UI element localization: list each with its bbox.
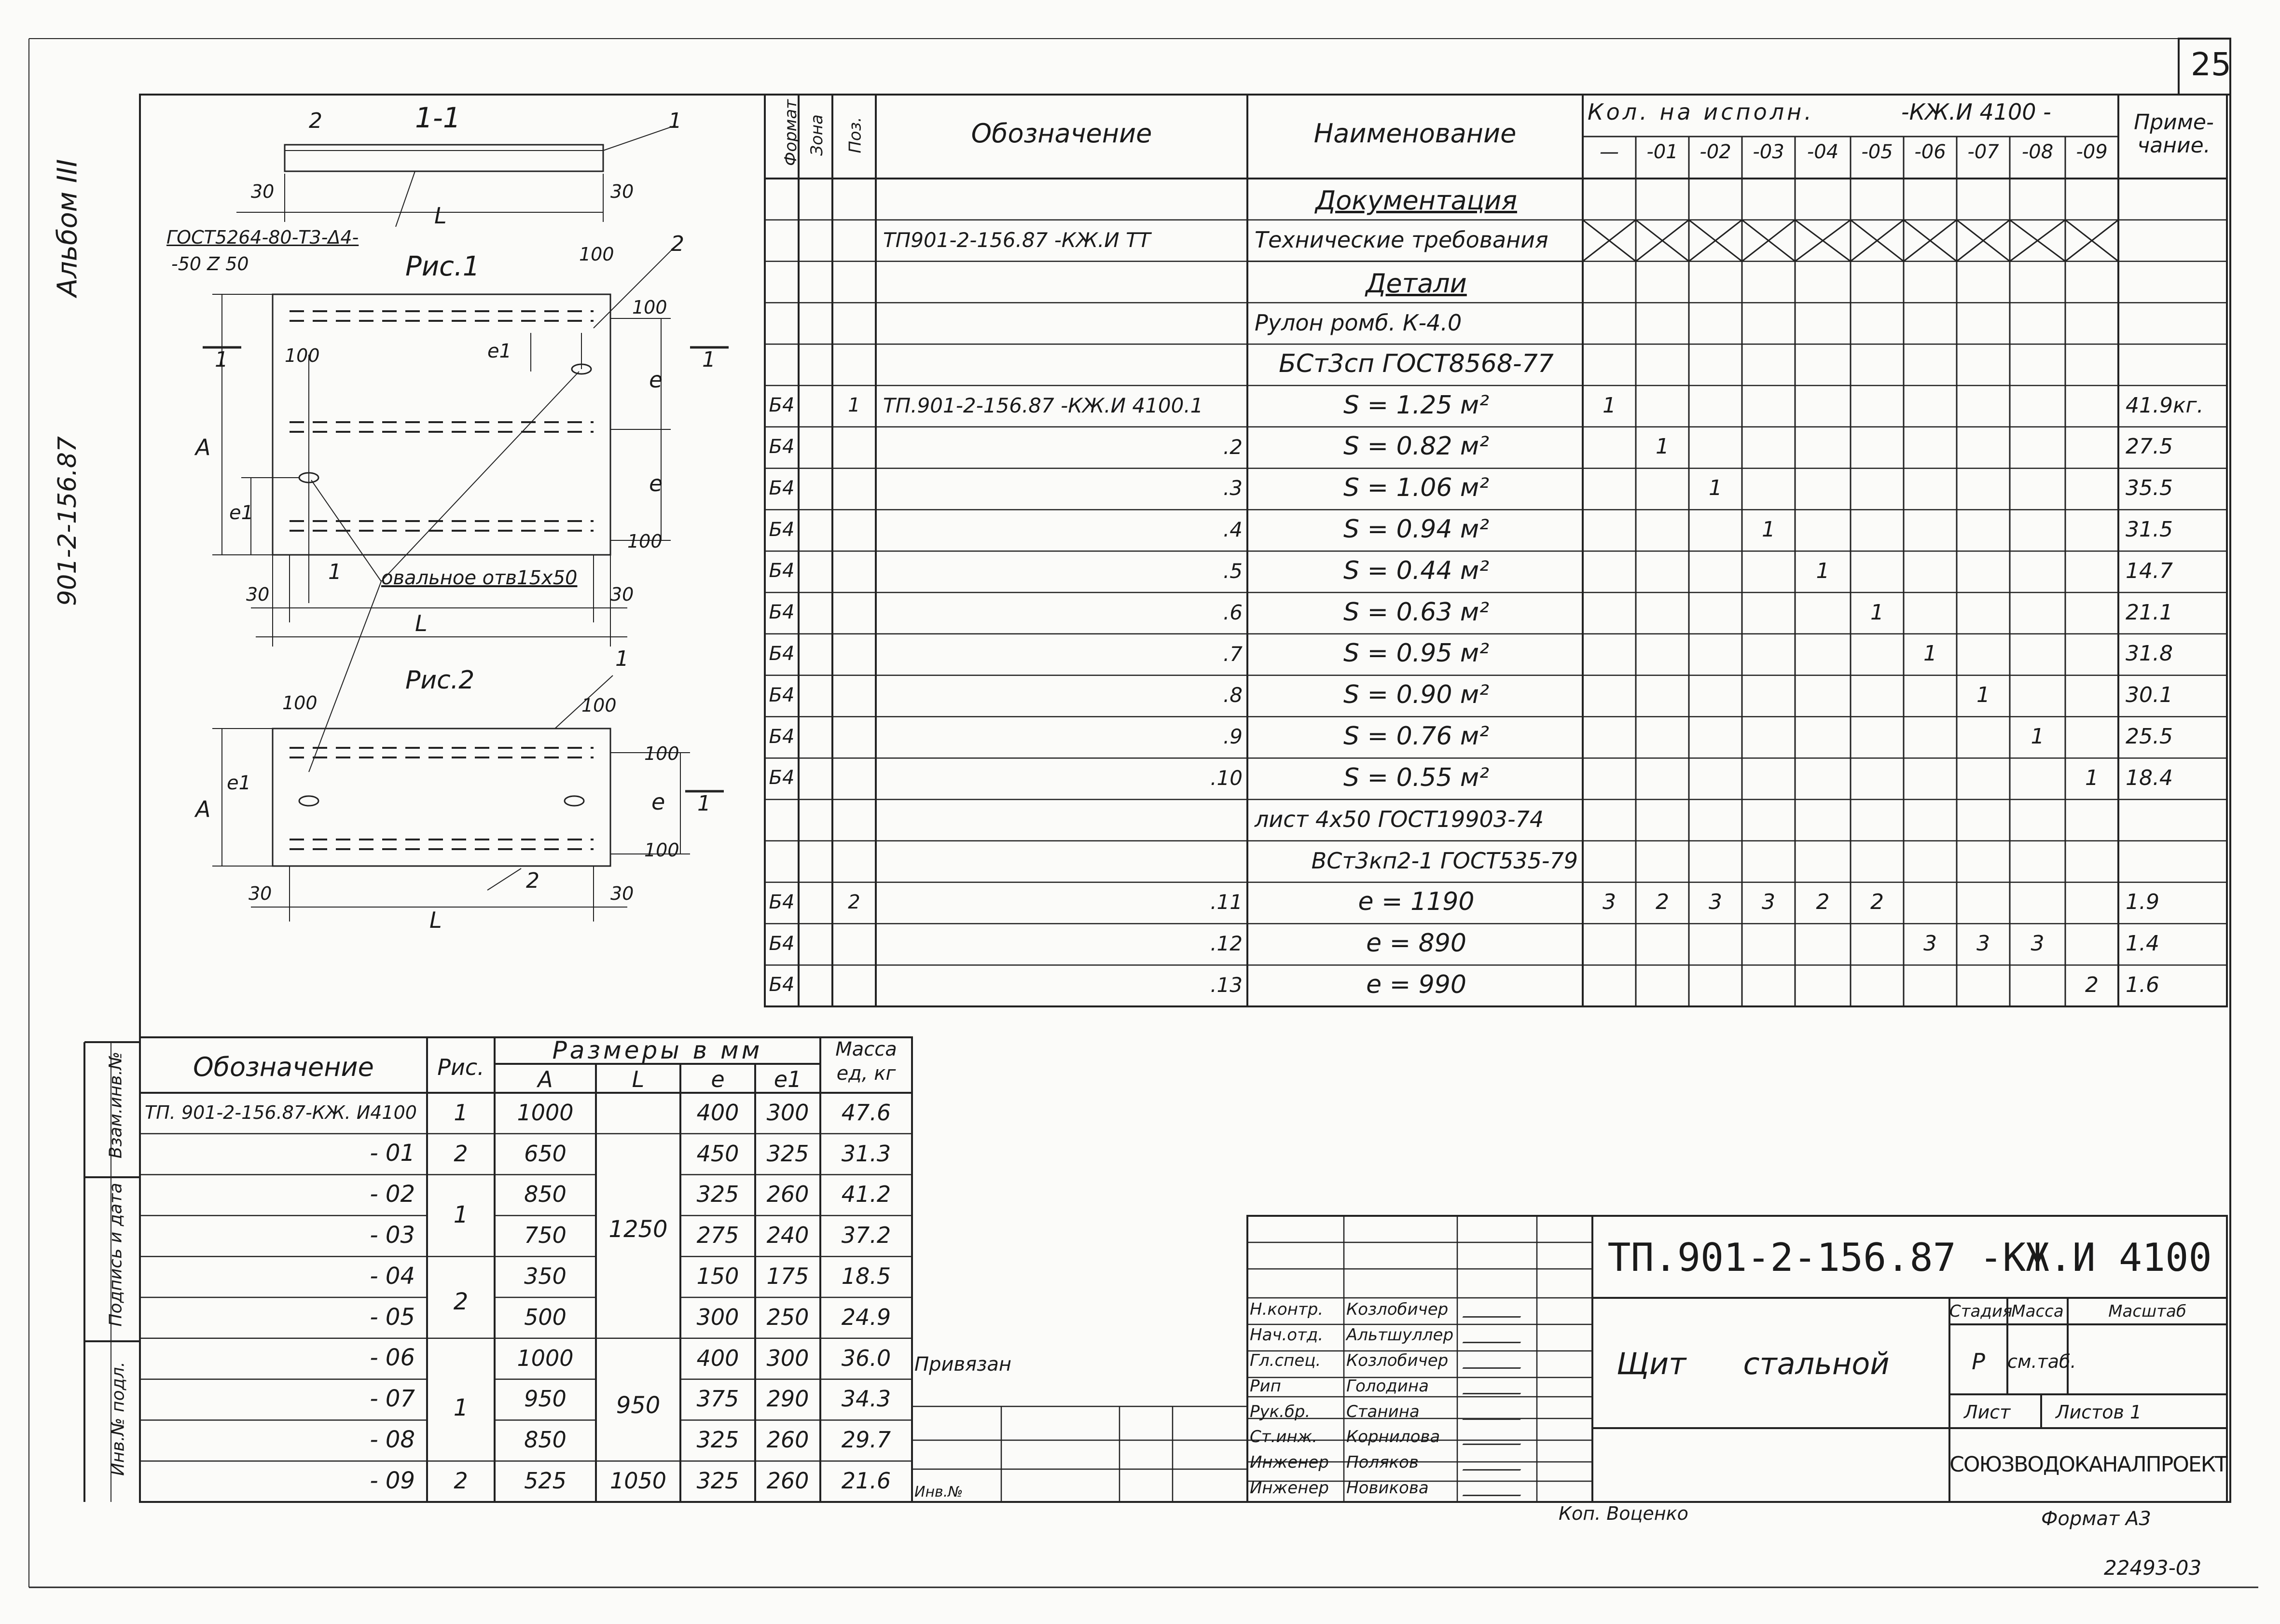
spec-note: 14.7 xyxy=(2126,558,2173,583)
hdr-qty-code: -КЖ.И 4100 - xyxy=(1901,99,2051,125)
spec-format: Б4 xyxy=(769,518,795,541)
gost-label-2: -50 Z 50 xyxy=(171,253,249,275)
doc-code: ТП.901-2-156.87 -КЖ.И 4100 xyxy=(1607,1235,2212,1280)
dims-e1: 240 xyxy=(766,1222,809,1249)
dim-L: L xyxy=(415,610,428,636)
spec-qty: 2 xyxy=(2085,972,2099,997)
spec-designation: .7 xyxy=(1223,642,1243,666)
dim-e1: e1 xyxy=(227,772,251,794)
spec-designation: .11 xyxy=(1210,890,1243,914)
callout-2: 2 xyxy=(526,868,539,893)
dims-hdr-fig: Рис. xyxy=(437,1054,484,1080)
dims-A: 850 xyxy=(524,1427,567,1453)
signature-mark xyxy=(1462,1302,1529,1318)
spec-note: 35.5 xyxy=(2126,476,2173,501)
callout-1: 1 xyxy=(668,109,682,133)
exec-header: -04 xyxy=(1807,141,1839,163)
role-label: Гл.спец. xyxy=(1250,1350,1321,1370)
dims-hdr-designation: Обозначение xyxy=(193,1052,374,1082)
spec-qty: 3 xyxy=(1976,931,1990,956)
dims-A: 850 xyxy=(524,1181,567,1208)
dims-merged-fig: 1 xyxy=(453,1394,469,1421)
fig1-label: Рис.1 xyxy=(405,251,480,282)
spec-name: S = 0.44 м² xyxy=(1343,556,1490,585)
signature-mark xyxy=(1462,1480,1529,1496)
gost-label: ГОСТ5264-80-Т3-Δ4- xyxy=(166,227,359,248)
hole-label: овальное отв15х50 xyxy=(381,567,578,589)
dims-A: 1000 xyxy=(517,1099,574,1126)
role-name: Новикова xyxy=(1346,1478,1429,1498)
role-name: Альтшуллер xyxy=(1346,1325,1454,1345)
dims-A: 1000 xyxy=(517,1345,574,1371)
dims-A: 350 xyxy=(524,1263,567,1290)
spec-pos: 1 xyxy=(848,394,860,417)
signature-mark xyxy=(1462,1353,1529,1369)
dims-e1: 300 xyxy=(766,1099,809,1126)
dims-designation: - 07 xyxy=(370,1385,415,1413)
dim-100: 100 xyxy=(285,345,320,366)
dims-fig: 2 xyxy=(454,1468,468,1494)
spec-designation: ТП.901-2-156.87 -КЖ.И 4100.1 xyxy=(883,393,1203,417)
signature-mark xyxy=(1462,1378,1529,1394)
dim-e1: e1 xyxy=(487,340,512,362)
dim-30: 30 xyxy=(251,181,275,202)
signature-mark xyxy=(1462,1327,1529,1343)
spec-note: 30.1 xyxy=(2126,683,2173,708)
dims-e: 400 xyxy=(696,1099,739,1126)
dims-merged-fig: 1 xyxy=(453,1201,469,1228)
exec-header: -08 xyxy=(2021,141,2054,163)
spec-designation: .10 xyxy=(1210,766,1243,790)
spec-format: Б4 xyxy=(769,932,795,955)
dims-e1: 300 xyxy=(766,1345,809,1371)
spec-name: S = 0.95 м² xyxy=(1343,639,1490,668)
role-label: Инженер xyxy=(1250,1478,1329,1498)
stage-value: Р xyxy=(1972,1349,1985,1375)
spec-note: 18.4 xyxy=(2126,765,2173,790)
spec-qty: 2 xyxy=(1656,890,1669,915)
dims-fig: 1 xyxy=(454,1099,468,1126)
dims-e1: 175 xyxy=(766,1263,809,1290)
dims-hdr-e: е xyxy=(711,1066,725,1092)
spec-format: Б4 xyxy=(769,601,795,624)
role-name: Станина xyxy=(1346,1402,1420,1421)
dims-e: 325 xyxy=(696,1468,739,1494)
dims-mass: 47.6 xyxy=(841,1099,891,1126)
spec-format: Б4 xyxy=(769,435,795,458)
dims-e: 300 xyxy=(696,1304,739,1330)
spec-pos: 2 xyxy=(848,891,860,913)
spec-format: Б4 xyxy=(769,560,795,582)
callout-2: 2 xyxy=(309,109,322,133)
spec-designation: .5 xyxy=(1223,559,1243,583)
dims-designation: - 04 xyxy=(370,1262,415,1290)
spec-name: ВСт3кп2-1 ГОСТ535-79 xyxy=(1311,848,1578,874)
dims-e: 325 xyxy=(696,1181,739,1208)
spec-qty: 2 xyxy=(1816,890,1830,915)
spec-name: S = 0.63 м² xyxy=(1343,597,1490,627)
section-mark: 1 xyxy=(702,347,716,372)
spec-name: е = 1190 xyxy=(1358,887,1475,917)
spec-designation: .8 xyxy=(1223,683,1243,707)
dims-mass: 31.3 xyxy=(841,1140,891,1167)
dims-A: 525 xyxy=(524,1468,567,1494)
role-label: Н.контр. xyxy=(1250,1300,1324,1319)
dims-mass: 41.2 xyxy=(841,1181,891,1208)
side-code: 901-2-156.87 xyxy=(53,436,82,606)
callout-1: 1 xyxy=(328,560,342,584)
role-name: Поляков xyxy=(1346,1453,1419,1473)
dims-hdr-e1: е1 xyxy=(774,1066,802,1092)
dims-e1: 260 xyxy=(766,1427,809,1453)
spec-name: БСт3сп ГОСТ8568-77 xyxy=(1279,349,1554,378)
dims-designation: ТП. 901-2-156.87-КЖ. И4100 xyxy=(145,1101,417,1123)
spec-qty: 1 xyxy=(1976,683,1990,708)
spec-note: 25.5 xyxy=(2126,724,2173,749)
hdr-qty: Кол. на исполн. xyxy=(1588,99,1814,125)
spec-format: Б4 xyxy=(769,684,795,706)
spec-name: S = 0.94 м² xyxy=(1343,515,1490,544)
dims-e: 375 xyxy=(696,1386,739,1412)
inv-small: Инв.№ xyxy=(914,1484,963,1500)
sheet-number: 25 xyxy=(2191,46,2231,83)
spec-note: 1.6 xyxy=(2126,972,2159,997)
section-label: 1-1 xyxy=(415,101,461,134)
spec-designation: .12 xyxy=(1210,932,1243,956)
spec-qty: 1 xyxy=(2085,765,2099,790)
section-mark: 1 xyxy=(215,347,228,372)
exec-header: -05 xyxy=(1861,141,1893,163)
doc-title: Щит стальной xyxy=(1617,1346,1890,1381)
dim-30: 30 xyxy=(246,584,270,605)
dim-100: 100 xyxy=(644,840,679,861)
spec-qty: 3 xyxy=(1762,890,1775,915)
spec-name: Рулон ромб. К-4.0 xyxy=(1255,309,1462,336)
scale-label: Масштаб xyxy=(2108,1302,2186,1321)
spec-designation: ТП901-2-156.87 -КЖ.И ТТ xyxy=(883,228,1151,252)
spec-qty: 2 xyxy=(1870,890,1884,915)
spec-format: Б4 xyxy=(769,642,795,665)
dims-mass: 18.5 xyxy=(841,1263,891,1290)
spec-name: S = 0.55 м² xyxy=(1343,763,1490,792)
spec-note: 1.4 xyxy=(2126,931,2159,956)
dims-mass: 36.0 xyxy=(841,1345,891,1371)
hdr-designation: Обозначение xyxy=(971,118,1152,149)
spec-format: Б4 xyxy=(769,394,795,417)
spec-designation: .6 xyxy=(1223,600,1243,624)
spec-designation: .2 xyxy=(1223,435,1243,459)
dims-hdr-L: L xyxy=(632,1066,645,1092)
spec-designation: .3 xyxy=(1223,476,1243,500)
spec-qty: 1 xyxy=(1656,434,1669,459)
dims-designation: - 08 xyxy=(370,1426,415,1454)
role-name: Козлобичер xyxy=(1346,1300,1449,1319)
dim-e: e xyxy=(649,470,663,496)
spec-designation: .9 xyxy=(1223,725,1243,749)
hdr-zone: Зона xyxy=(807,114,827,156)
spec-note: 1.9 xyxy=(2126,890,2159,915)
dims-hdr-sizes: Размеры в мм xyxy=(552,1036,763,1064)
hdr-name: Наименование xyxy=(1313,118,1517,149)
dim-100: 100 xyxy=(632,297,667,318)
dims-mass: 29.7 xyxy=(841,1427,891,1453)
spec-note: 31.5 xyxy=(2126,517,2173,542)
role-name: Корнилова xyxy=(1346,1427,1440,1447)
sheets-label: Листов 1 xyxy=(2056,1402,2142,1423)
spec-qty: 1 xyxy=(1923,641,1937,666)
exec-header: -02 xyxy=(1700,141,1731,163)
dim-30: 30 xyxy=(249,883,272,904)
dims-mass: 24.9 xyxy=(841,1304,891,1330)
spec-qty: 1 xyxy=(2031,724,2045,749)
dims-e: 450 xyxy=(696,1140,739,1167)
hdr-format: Формат xyxy=(781,99,801,166)
spec-name: S = 0.90 м² xyxy=(1343,680,1490,710)
dim-30: 30 xyxy=(610,181,634,202)
dims-fig: 2 xyxy=(454,1140,468,1167)
dims-A: 750 xyxy=(524,1222,567,1249)
signature-mark xyxy=(1462,1455,1529,1471)
inv-label-3: Взам.инв.№ xyxy=(106,1051,126,1159)
inv-label-1: Инв.№ подл. xyxy=(108,1362,128,1476)
exec-header: -01 xyxy=(1646,141,1678,163)
spec-note: 41.9кг. xyxy=(2126,393,2204,418)
exec-header: -06 xyxy=(1914,141,1946,163)
album-label: Альбом III xyxy=(52,159,83,297)
dims-e: 325 xyxy=(696,1427,739,1453)
spec-format: Б4 xyxy=(769,891,795,913)
dim-30: 30 xyxy=(610,883,634,904)
signature-mark xyxy=(1462,1429,1529,1445)
dims-designation: - 06 xyxy=(370,1344,415,1372)
spec-note: 21.1 xyxy=(2126,600,2173,625)
dims-e: 400 xyxy=(696,1345,739,1371)
callout-1: 1 xyxy=(615,647,629,671)
dims-e: 275 xyxy=(696,1222,739,1249)
spec-name: е = 990 xyxy=(1366,970,1466,999)
hdr-pos: Поз. xyxy=(845,117,865,153)
spec-format: Б4 xyxy=(769,767,795,789)
dim-100: 100 xyxy=(282,692,318,714)
spec-qty: 1 xyxy=(1870,600,1884,625)
section-mark: 1 xyxy=(697,791,711,816)
dims-merged-L: 1250 xyxy=(608,1216,668,1243)
spec-qty: 3 xyxy=(1603,890,1616,915)
dims-hdr-mass: Масса ед, кг xyxy=(835,1038,897,1085)
dims-merged-L: 950 xyxy=(616,1392,661,1419)
spec-designation: .4 xyxy=(1223,518,1243,542)
dims-e1: 260 xyxy=(766,1468,809,1494)
dims-designation: - 05 xyxy=(370,1303,415,1331)
dim-e: e xyxy=(649,367,663,393)
dim-100: 100 xyxy=(627,531,663,552)
exec-header: -03 xyxy=(1753,141,1784,163)
copied-by: Коп. Воценко xyxy=(1559,1503,1688,1524)
spec-name: Детали xyxy=(1366,268,1467,299)
exec-header: -09 xyxy=(2076,141,2108,163)
signature-mark xyxy=(1462,1404,1529,1420)
spec-qty: 1 xyxy=(1709,476,1722,501)
dims-e1: 260 xyxy=(766,1181,809,1208)
dims-mass: 34.3 xyxy=(841,1386,891,1412)
role-label: Ст.инж. xyxy=(1250,1427,1318,1447)
spec-note: 27.5 xyxy=(2126,434,2173,459)
attached-label: Привязан xyxy=(914,1353,1012,1376)
dims-e: 150 xyxy=(696,1263,739,1290)
dims-designation: - 09 xyxy=(370,1467,415,1494)
dim-L: L xyxy=(434,203,447,229)
spec-name: S = 0.76 м² xyxy=(1343,722,1490,751)
dim-30: 30 xyxy=(610,584,634,605)
exec-header: -07 xyxy=(1967,141,1999,163)
exec-header: — xyxy=(1600,141,1619,163)
spec-name: Документация xyxy=(1315,185,1517,216)
dim-100: 100 xyxy=(581,695,617,716)
dims-e1: 250 xyxy=(766,1304,809,1330)
inv-label-2: Подпись и дата xyxy=(106,1183,126,1327)
dim-e1: e1 xyxy=(229,502,254,524)
format-label: Формат А3 xyxy=(2041,1508,2151,1530)
role-label: Инженер xyxy=(1250,1453,1329,1473)
spec-qty: 1 xyxy=(1816,558,1830,583)
spec-name: Технические требования xyxy=(1255,227,1548,253)
dim-100: 100 xyxy=(579,244,614,265)
role-label: Рук.бр. xyxy=(1250,1402,1311,1421)
spec-name: S = 1.06 м² xyxy=(1343,473,1490,503)
role-label: Рип xyxy=(1250,1376,1281,1396)
mass-value: см.таб. xyxy=(2007,1351,2076,1372)
org-name: СОЮЗВОДОКАНАЛПРОЕКТ xyxy=(1949,1452,2227,1477)
archive-number: 22493-03 xyxy=(2104,1556,2202,1580)
dims-A: 950 xyxy=(524,1386,567,1412)
fig2-label: Рис.2 xyxy=(405,666,475,695)
dims-designation: - 02 xyxy=(370,1181,415,1208)
dim-100: 100 xyxy=(644,743,679,764)
dim-e: e xyxy=(651,789,665,815)
dim-A: A xyxy=(195,434,211,460)
dims-e1: 290 xyxy=(766,1386,809,1412)
mass-label: Масса xyxy=(2011,1302,2064,1321)
dims-merged-fig: 2 xyxy=(453,1288,469,1315)
dim-A: A xyxy=(195,796,211,822)
role-label: Нач.отд. xyxy=(1250,1325,1324,1345)
spec-designation: .13 xyxy=(1210,973,1243,997)
dims-designation: - 03 xyxy=(370,1222,415,1249)
dims-hdr-A: А xyxy=(538,1066,553,1092)
role-name: Голодина xyxy=(1346,1376,1429,1396)
spec-name: S = 0.82 м² xyxy=(1343,432,1490,461)
dims-mass: 21.6 xyxy=(841,1468,891,1494)
spec-name: е = 890 xyxy=(1366,929,1466,958)
callout-2: 2 xyxy=(671,232,684,256)
dims-A: 650 xyxy=(524,1140,567,1167)
spec-qty: 3 xyxy=(2031,931,2045,956)
hdr-note: Приме-чание. xyxy=(2134,110,2214,158)
dims-mass: 37.2 xyxy=(841,1222,891,1249)
spec-format: Б4 xyxy=(769,974,795,996)
spec-name: S = 1.25 м² xyxy=(1343,390,1490,420)
spec-format: Б4 xyxy=(769,477,795,499)
spec-format: Б4 xyxy=(769,725,795,748)
spec-name: лист 4х50 ГОСТ19903-74 xyxy=(1255,806,1544,833)
spec-qty: 3 xyxy=(1923,931,1937,956)
spec-qty: 1 xyxy=(1603,393,1616,418)
dims-designation: - 01 xyxy=(370,1140,415,1167)
spec-qty: 3 xyxy=(1709,890,1722,915)
stage-label: Стадия xyxy=(1949,1302,2013,1321)
sheet-label: Лист xyxy=(1964,1402,2011,1423)
dims-L: 1050 xyxy=(609,1468,667,1494)
spec-qty: 1 xyxy=(1762,517,1775,542)
dims-e1: 325 xyxy=(766,1140,809,1167)
dims-A: 500 xyxy=(524,1304,567,1330)
dim-L: L xyxy=(429,907,442,933)
spec-note: 31.8 xyxy=(2126,641,2173,666)
role-name: Козлобичер xyxy=(1346,1350,1449,1370)
